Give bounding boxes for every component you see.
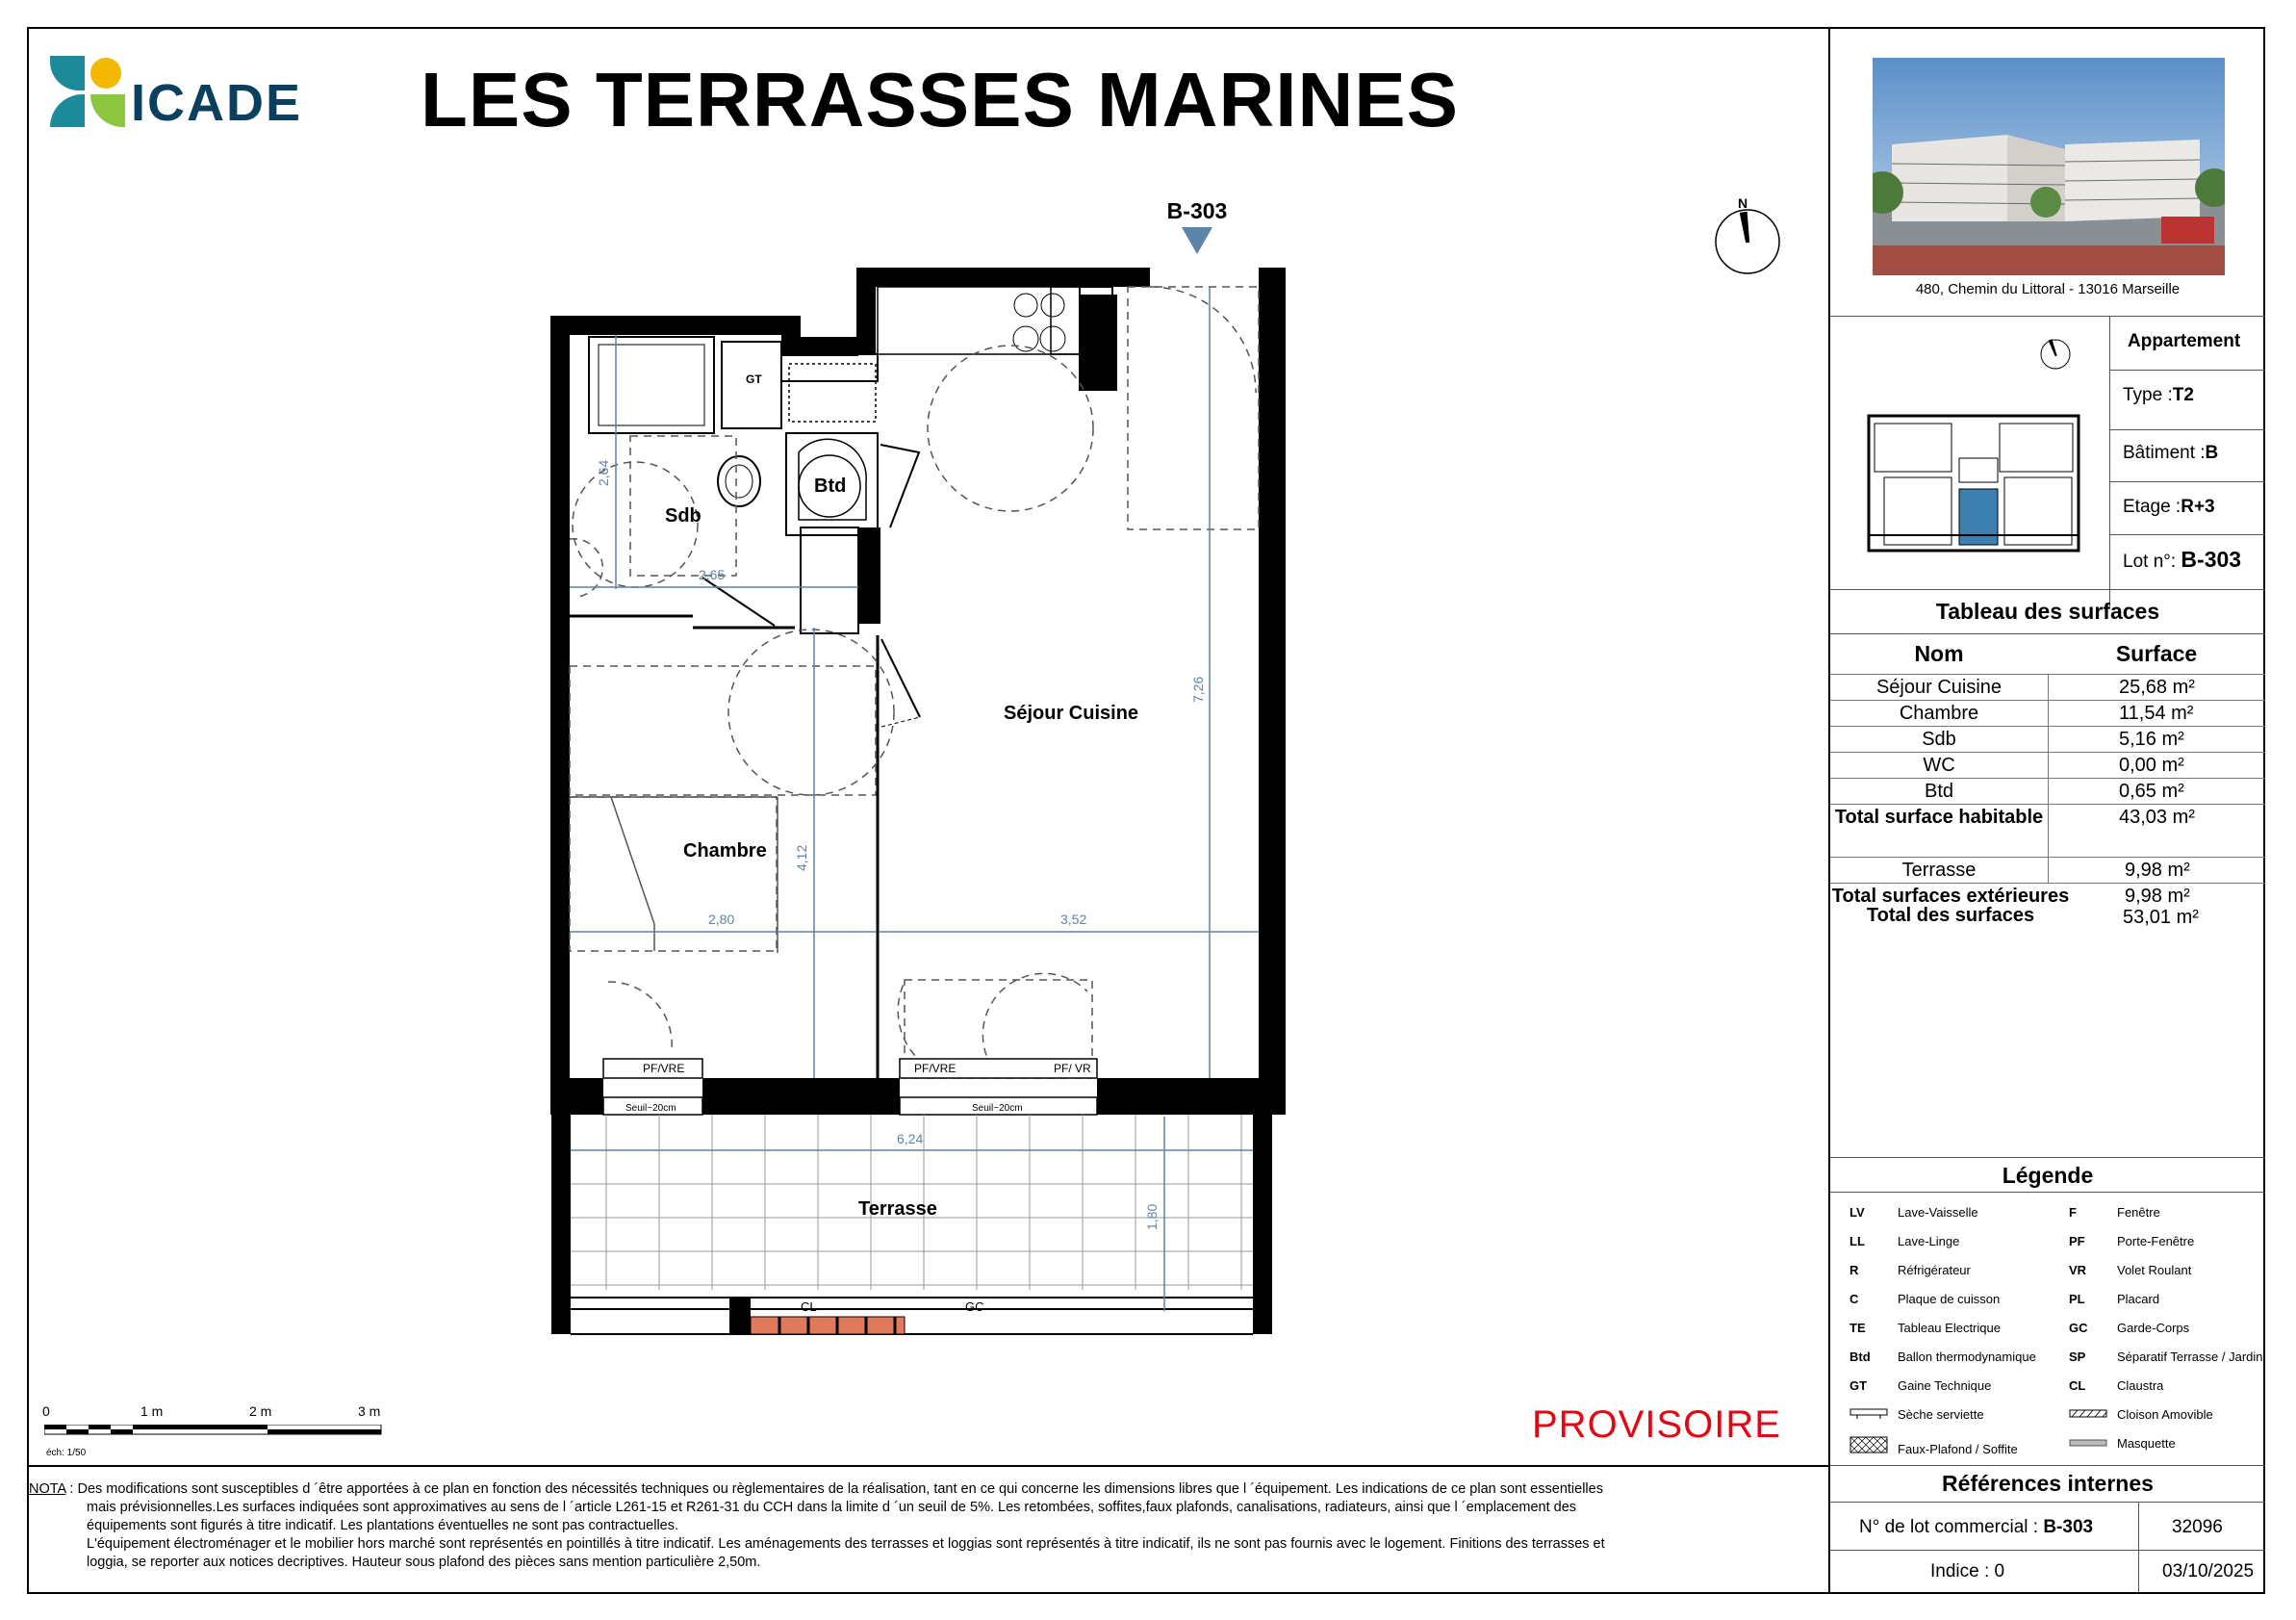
list-item: SP Séparatif Terrasse / Jardin — [2069, 1350, 2263, 1364]
building-render-image — [1873, 58, 2225, 275]
list-item: GC Garde-Corps — [2069, 1321, 2190, 1335]
lot-commercial-field: N° de lot commercial : B-303 — [1859, 1517, 2094, 1537]
faux-plafond-icon — [1850, 1436, 1898, 1456]
note-divider — [27, 1465, 1828, 1467]
list-item: Faux-Plafond / Soffite — [1850, 1436, 2018, 1456]
north-compass-icon — [1716, 195, 1779, 273]
scale-2m: 2 m — [249, 1403, 272, 1419]
col-nom-header: Nom — [1914, 641, 1964, 666]
list-item: Masquette — [2069, 1436, 2176, 1451]
nota-line-4: L'équipement électroménager et le mobilier hors marché sont représentés en pointillés à titre indicatif. Les aménagements des terrasses et loggias sont représentés à titre indicatif, ils ne sont pas fournis avec le logement. Finitions des terrasses et — [87, 1536, 1605, 1552]
keyplan-compass-icon — [2041, 339, 2070, 369]
refs-title: Références internes — [1942, 1471, 2154, 1496]
garde-corps — [571, 1298, 1253, 1334]
list-item: VR Volet Roulant — [2069, 1263, 2192, 1277]
total-habitable-row: Total surface habitable 43,03 m² — [1830, 804, 2265, 862]
claustra-label: CL — [801, 1299, 817, 1314]
svg-text:N: N — [1738, 195, 1748, 211]
list-item: F Fenêtre — [2069, 1205, 2160, 1220]
list-item: R Réfrigérateur — [1850, 1263, 1971, 1277]
dim-6-24: 6,24 — [897, 1131, 924, 1146]
gaine-label-2: GT — [1087, 293, 1104, 306]
table-row: Sdb 5,16 m² — [1830, 726, 2265, 753]
claustra — [751, 1317, 905, 1334]
room-label-sdb: Sdb — [665, 505, 702, 527]
list-item: C Plaque de cuisson — [1850, 1292, 2001, 1306]
col-surface-header: Surface — [2115, 641, 2198, 666]
gaine-label: GT — [746, 373, 762, 386]
nota-line-3: équipements sont figurés à titre indicatif. Les plantations éventuelles ne sont pas contractuelles. — [87, 1518, 679, 1533]
info-sidebar — [1828, 27, 2265, 1594]
pf-vre-label-2: PF/VRE — [914, 1062, 957, 1075]
list-item: PF Porte-Fenêtre — [2069, 1234, 2195, 1248]
dim-1-80: 1,80 — [1144, 1203, 1160, 1230]
furniture-outlines — [570, 287, 1259, 1078]
list-item: TE Tableau Electrique — [1850, 1321, 2001, 1335]
masquette-icon — [2069, 1436, 2117, 1451]
total-label: Total des surfaces — [1866, 905, 2035, 926]
list-item: GT Gaine Technique — [1850, 1378, 1992, 1393]
etage-field: Etage :R+3 — [2123, 497, 2215, 517]
provisoire-stamp: PROVISOIRE — [1532, 1403, 1781, 1446]
table-row: Chambre 11,54 m² — [1830, 700, 2265, 727]
scale-bar — [44, 1403, 391, 1480]
pf-vre-label-1: PF/VRE — [643, 1062, 685, 1075]
nota-block — [29, 1480, 1790, 1572]
garde-corps-label: GC — [965, 1299, 984, 1314]
bed-outline — [570, 797, 778, 953]
scale-1m: 1 m — [140, 1403, 164, 1419]
scale-0: 0 — [42, 1403, 50, 1419]
list-item: LL Lave-Linge — [1850, 1234, 1960, 1248]
scale-3m: 3 m — [358, 1403, 381, 1419]
nota-line-1: : Des modifications sont susceptibles d ´être apportées à ce plan en fonction des nécessités techniques ou règlementaires de la réalisation, tant en ce qui concerne les dimensions libres que l ´équipement. Les indications de ce plan sont essentielles — [65, 1481, 1603, 1497]
surfaces-title: Tableau des surfaces — [1935, 599, 2160, 624]
dim-2-65: 2,65 — [699, 567, 726, 582]
scale-ratio: éch: 1/50 — [46, 1448, 87, 1458]
dim-3-52: 3,52 — [1060, 912, 1087, 927]
list-item: Btd Ballon thermodynamique — [1850, 1350, 2036, 1364]
table-row: Séjour Cuisine 25,68 m² — [1830, 674, 2265, 701]
dim-7-26: 7,26 — [1190, 676, 1206, 703]
cloison-amovible-icon — [2069, 1407, 2117, 1422]
exterior-walls — [550, 268, 1286, 1334]
address: 480, Chemin du Littoral - 13016 Marseille — [1915, 281, 2181, 297]
indice-field: Indice : 0 — [1930, 1561, 2005, 1581]
room-label-sejour: Séjour Cuisine — [1004, 703, 1139, 724]
batiment-field: Bâtiment :B — [2123, 443, 2219, 463]
nota-line-5: loggia, se reporter aux notices decriptives. Hauteur sous plafond des pièces sans mention particulière 2,50m. — [87, 1555, 761, 1570]
key-plan — [1865, 335, 2086, 566]
lot-field: Lot n°: B-303 — [2123, 547, 2242, 572]
list-item: LV Lave-Vaisselle — [1850, 1205, 1978, 1220]
list-item: CL Claustra — [2069, 1378, 2164, 1393]
pf-vr-label-3: PF/ VR — [1054, 1062, 1091, 1075]
room-label-terrasse: Terrasse — [858, 1198, 937, 1220]
lot-marker-arrow-icon — [1182, 227, 1212, 254]
nota-line-2: mais prévisionnelles.Les surfaces indiquées sont approximatives au sens de l ´article L261-15 et R261-31 du CCH dans la limite d ´un seuil de 5%. Les retombées, soffites,faux plafonds, canalisations, radiateurs, ainsi que l ´emplacement des — [87, 1500, 1577, 1515]
seuil-label-1: Seuil~20cm — [625, 1103, 676, 1114]
date: 03/10/2025 — [2162, 1561, 2255, 1581]
lot-marker-label: B-303 — [1166, 198, 1228, 223]
total-value: 53,01 m² — [2123, 907, 2199, 928]
type-field: Type :T2 — [2123, 385, 2194, 405]
dim-4-12: 4,12 — [794, 844, 809, 871]
seche-serviette-icon — [1850, 1407, 1898, 1422]
dim-2-80: 2,80 — [708, 912, 735, 927]
legende-title: Légende — [2002, 1163, 2094, 1188]
list-item: PL Placard — [2069, 1292, 2160, 1306]
project-title: LES TERRASSES MARINES — [421, 57, 1459, 142]
room-label-chambre: Chambre — [683, 840, 767, 861]
dim-2-64: 2,64 — [596, 459, 611, 486]
total-ext-row: Total surfaces extérieures 9,98 m² — [1830, 883, 2265, 910]
table-row: WC 0,00 m² — [1830, 752, 2265, 779]
terrasse-row: Terrasse 9,98 m² — [1830, 857, 2265, 884]
nota-label: NOTA — [29, 1481, 66, 1497]
appartement-label: Appartement — [2128, 331, 2241, 351]
ref-number: 32096 — [2172, 1517, 2223, 1537]
list-item: Sèche serviette — [1850, 1407, 1984, 1422]
room-label-btd: Btd — [814, 476, 847, 497]
dimension-lines — [570, 287, 1259, 1311]
seuil-label-2: Seuil~20cm — [972, 1103, 1023, 1114]
keyplan-highlight-lot — [1959, 489, 1998, 545]
interior-walls — [570, 287, 1112, 1078]
table-row: Btd 0,65 m² — [1830, 778, 2265, 805]
list-item: Cloison Amovible — [2069, 1407, 2213, 1422]
logo-text: ICADE — [131, 74, 303, 132]
